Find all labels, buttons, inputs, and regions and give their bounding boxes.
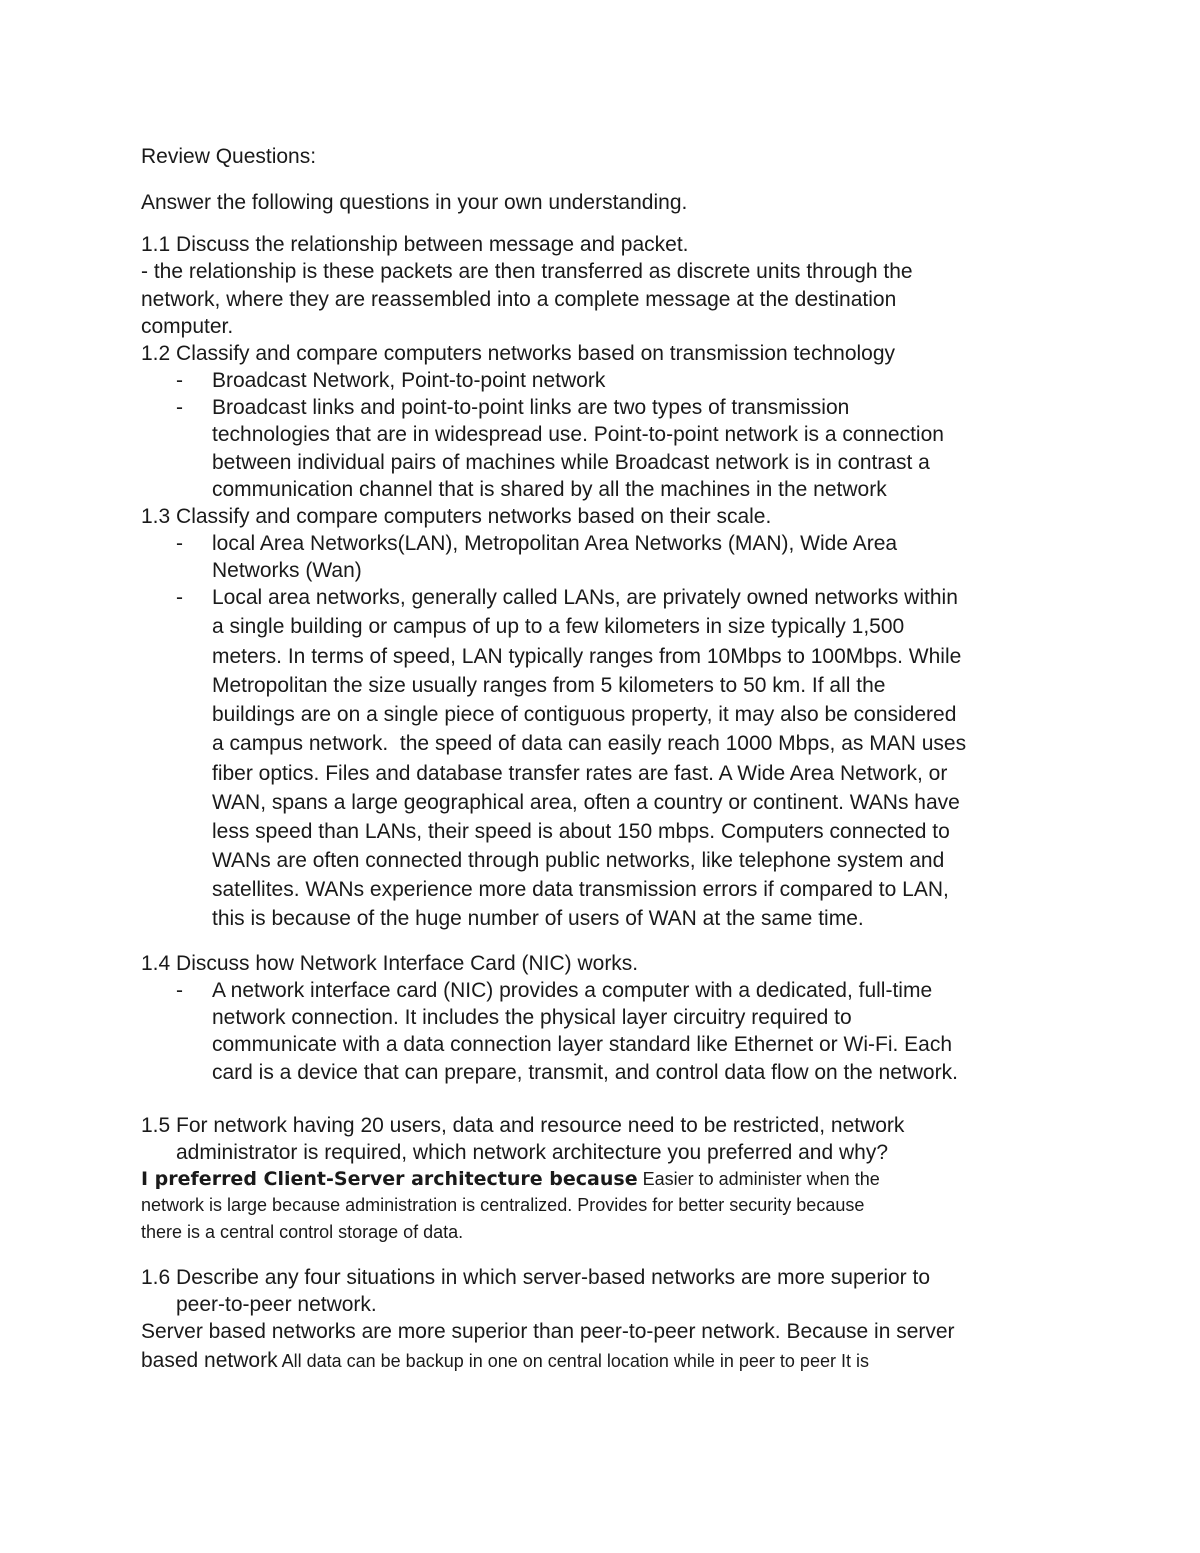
page-title: Review Questions: (141, 145, 317, 168)
instruction-text: Answer the following questions in your own understanding. (141, 191, 688, 214)
answer-1-3-bullet-line: local Area Networks(LAN), Metropolitan Area Networks (MAN), Wide Area (212, 532, 898, 555)
answer-1-5-first-line (141, 1165, 880, 1193)
answer-1-6-line (141, 1347, 869, 1375)
answer-1-3-bullet-line: buildings are on a single piece of contiguous property, it may also be considered (212, 703, 957, 726)
answer-1-5-bold: I preferred Client-Server architecture because (141, 1168, 638, 1190)
question-1-3: 1.3 Classify and compare computers networks based on their scale. (141, 505, 772, 528)
answer-1-2-bullet-line: communication channel that is shared by all the machines in the network (212, 478, 887, 501)
answer-1-3-bullet-line: Networks (Wan) (212, 559, 362, 582)
answer-1-3-bullet-line: WANs are often connected through public networks, like telephone system and (212, 849, 945, 872)
answer-1-5-line: there is a central control storage of data. (141, 1222, 464, 1242)
answer-1-3-bullet-line: a single building or campus of up to a few kilometers in size typically 1,500 (212, 615, 905, 638)
answer-1-6-line: Server based networks are more superior than peer-to-peer network. Because in server (141, 1320, 955, 1343)
answer-1-2-bullet-line: Broadcast links and point-to-point links are two types of transmission (212, 396, 850, 419)
question-1-1: 1.1 Discuss the relationship between message and packet. (141, 233, 689, 256)
answer-1-4-bullet-line: network connection. It includes the physical layer circuitry required to (212, 1006, 852, 1029)
answer-1-3-bullet-line: meters. In terms of speed, LAN typically ranges from 10Mbps to 100Mbps. While (212, 645, 962, 668)
answer-1-5-rest: Easier to administer when the (637, 1169, 880, 1189)
answer-1-1-line: network, where they are reassembled into a complete message at the destination (141, 288, 897, 311)
answer-1-3-bullet-line: WAN, spans a large geographical area, often a country or continent. WANs have (212, 791, 960, 814)
answer-1-4-bullet-line: A network interface card (NIC) provides a computer with a dedicated, full-time (212, 979, 933, 1002)
answer-1-3-bullet-line: fiber optics. Files and database transfer rates are fast. A Wide Area Network, or (212, 762, 948, 785)
bullet-dash: - (176, 979, 183, 1002)
question-1-5: 1.5 For network having 20 users, data and resource need to be restricted, network (141, 1114, 905, 1137)
question-1-5-continued: administrator is required, which network architecture you preferred and why? (176, 1141, 889, 1164)
question-1-2: 1.2 Classify and compare computers networks based on transmission technology (141, 342, 896, 365)
answer-1-6-line2-start: based network (141, 1349, 278, 1372)
answer-1-3-bullet-line: Metropolitan the size usually ranges from 5 kilometers to 50 km. If all the (212, 674, 886, 697)
answer-1-1-line: computer. (141, 315, 234, 338)
answer-1-2-bullet-line: Broadcast Network, Point-to-point network (212, 369, 606, 392)
answer-1-1-line: - the relationship is these packets are then transferred as discrete units through the (141, 260, 913, 283)
bullet-dash: - (176, 396, 183, 419)
answer-1-3-bullet-line: less speed than LANs, their speed is about 150 mbps. Computers connected to (212, 820, 950, 843)
answer-1-3-bullet-line: satellites. WANs experience more data transmission errors if compared to LAN, (212, 878, 949, 901)
answer-1-2-bullet-line: between individual pairs of machines while Broadcast network is in contrast a (212, 451, 930, 474)
answer-1-4-bullet-line: card is a device that can prepare, transmit, and control data flow on the network. (212, 1061, 958, 1084)
bullet-dash: - (176, 532, 183, 555)
answer-1-5-line: network is large because administration is centralized. Provides for better security because (141, 1195, 865, 1215)
answer-1-4-bullet-line: communicate with a data connection layer standard like Ethernet or Wi-Fi. Each (212, 1033, 953, 1056)
answer-1-3-bullet-line: this is because of the huge number of users of WAN at the same time. (212, 907, 864, 930)
bullet-dash: - (176, 369, 183, 392)
answer-1-3-bullet-line: Local area networks, generally called LANs, are privately owned networks within (212, 586, 958, 609)
answer-1-6-line2-rest: All data can be backup in one on central location while in peer to peer It is (277, 1351, 869, 1371)
question-1-6-continued: peer-to-peer network. (176, 1293, 377, 1316)
question-1-4: 1.4 Discuss how Network Interface Card (NIC) works. (141, 952, 639, 975)
bullet-dash: - (176, 586, 183, 609)
question-1-6: 1.6 Describe any four situations in which server-based networks are more superior to (141, 1266, 931, 1289)
answer-1-3-bullet-line: a campus network. the speed of data can easily reach 1000 Mbps, as MAN uses (212, 732, 967, 755)
answer-1-2-bullet-line: technologies that are in widespread use. Point-to-point network is a connection (212, 423, 944, 446)
